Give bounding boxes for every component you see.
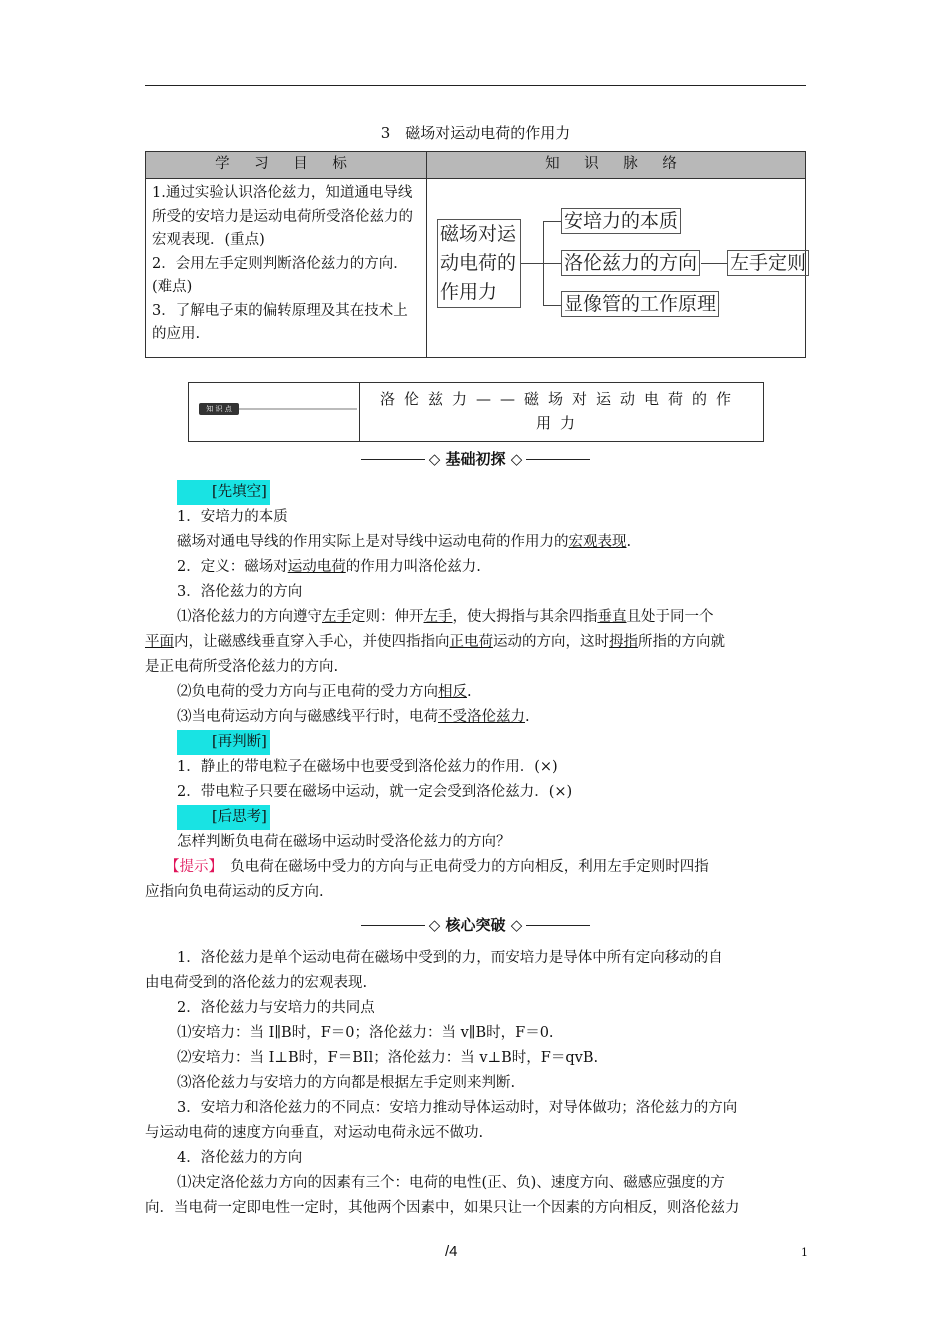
banner-title: 洛伦兹力——磁场对运动电荷的作 用力 <box>379 390 740 432</box>
paragraph: 与运动电荷的速度方向垂直，对运动电荷永远不做功. <box>145 1125 484 1141</box>
objectives-table <box>145 151 806 358</box>
connector <box>521 263 543 264</box>
hint-label: 【提示】 <box>165 859 216 875</box>
paragraph: ⑵安培力：当 I⊥B时，F＝BIl；洛伦兹力：当 v⊥B时，F＝qvB. <box>177 1050 599 1066</box>
paragraph: ⑴洛伦兹力的方向遵守左手定则：伸开左手，使大拇指与其余四指垂直且处于同一个 <box>177 609 714 625</box>
page-title: 3 磁场对运动电荷的作用力 <box>380 124 571 142</box>
page-number: 1 <box>801 1246 808 1259</box>
goals-cell <box>146 179 427 358</box>
paragraph: 是正电荷所受洛伦兹力的方向. <box>145 659 339 675</box>
banner-badge-area <box>189 383 360 441</box>
paragraph: ⑴安培力：当 I∥B时，F＝0；洛伦兹力：当 v∥B时，F＝0. <box>177 1025 554 1041</box>
paragraph: 2．定义：磁场对运动电荷的作用力叫洛伦兹力. <box>177 559 481 575</box>
mindmap-root: 磁场对运 动电荷的 作用力 <box>437 219 521 308</box>
mindmap <box>427 179 805 357</box>
knowledge-header: 知 识 脉 络 <box>427 152 806 179</box>
goal-item: 3．了解电子束的偏转原理及其在技术上的应用. <box>152 302 408 342</box>
paragraph: 应指向负电荷运动的反方向. <box>145 884 324 900</box>
mindmap-node: 左手定则 <box>727 250 809 276</box>
paragraph: ⑴决定洛伦兹力方向的因素有三个：电荷的电性(正、负)、速度方向、磁感应强度的方 <box>177 1175 725 1191</box>
paragraph: ⑶洛伦兹力与安培力的方向都是根据左手定则来判断. <box>177 1075 516 1091</box>
section-banner <box>188 382 764 442</box>
paragraph: 磁场对通电导线的作用实际上是对导线中运动电荷的作用力的宏观表现. <box>177 534 632 550</box>
goals-header: 学 习 目 标 <box>146 152 427 179</box>
paragraph: ⑵负电荷的受力方向与正电荷的受力方向相反. <box>177 684 472 700</box>
goal-item: 1.通过实验认识洛伦兹力，知道通电导线所受的安培力是运动电荷所受洛伦兹力的宏观表现．(重点) <box>152 185 413 248</box>
goal-item: 2．会用左手定则判断洛伦兹力的方向．(难点) <box>152 255 408 295</box>
fill-tag: [先填空] <box>177 480 270 505</box>
mindmap-cell <box>427 179 806 358</box>
page-count: /4 <box>445 1243 458 1260</box>
think-tag: [后思考] <box>177 805 270 830</box>
paragraph: 由电荷受到的洛伦兹力的宏观表现. <box>145 975 368 991</box>
connector <box>543 305 561 306</box>
paragraph: 4．洛伦兹力的方向 <box>177 1150 303 1166</box>
paragraph: 3．洛伦兹力的方向 <box>177 584 303 600</box>
paragraph: 2．洛伦兹力与安培力的共同点 <box>177 1000 375 1016</box>
paragraph: 怎样判断负电荷在磁场中运动时受洛伦兹力的方向？ <box>177 834 511 850</box>
connector <box>701 263 727 264</box>
paragraph: 2．带电粒子只要在磁场中运动，就一定会受到洛伦兹力．(×) <box>177 784 573 800</box>
section-heading-core: ◇ 核心突破 ◇ <box>145 914 806 935</box>
paragraph: 1．安培力的本质 <box>177 509 288 525</box>
hint-paragraph: 【提示】 负电荷在磁场中受力的方向与正电荷受力的方向相反，利用左手定则时四指 <box>165 859 709 875</box>
paragraph: 向．当电荷一定即电性一定时，其他两个因素中，如果只让一个因素的方向相反，则洛伦兹力 <box>145 1200 740 1216</box>
connector <box>543 221 561 222</box>
section-heading-basic: ◇ 基础初探 ◇ <box>145 448 806 469</box>
knowledge-point-badge: 知 识 点 <box>199 403 239 415</box>
header-rule <box>145 85 806 86</box>
connector <box>543 263 561 264</box>
paragraph: 1．洛伦兹力是单个运动电荷在磁场中受到的力，而安培力是导体中所有定向移动的自 <box>177 950 723 966</box>
paragraph: 平面内，让磁感线垂直穿入手心，并使四指指向正电荷运动的方向，这时拇指所指的方向就 <box>145 634 725 650</box>
paragraph: ⑶当电荷运动方向与磁感线平行时，电荷不受洛伦兹力. <box>177 709 530 725</box>
paragraph: 1．静止的带电粒子在磁场中也要受到洛伦兹力的作用．(×) <box>177 759 558 775</box>
judge-tag: [再判断] <box>177 730 270 755</box>
mindmap-node: 安培力的本质 <box>561 208 681 234</box>
badge-line <box>239 408 357 410</box>
mindmap-node: 洛伦兹力的方向 <box>561 250 700 276</box>
paragraph: 3．安培力和洛伦兹力的不同点：安培力推动导体运动时，对导体做功；洛伦兹力的方向 <box>177 1100 738 1116</box>
mindmap-node: 显像管的工作原理 <box>561 291 719 317</box>
